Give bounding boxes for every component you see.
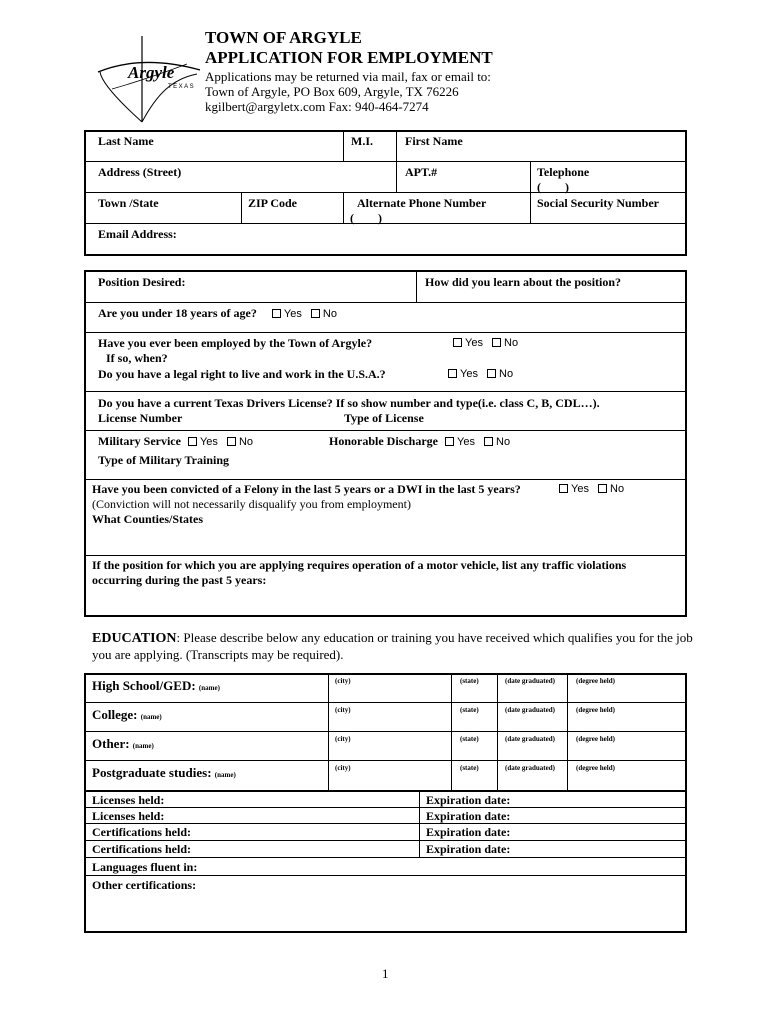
- other-education-field[interactable]: [92, 736, 154, 752]
- if-so-when-field[interactable]: If so, when?: [106, 351, 168, 365]
- date-graduated-col-label: (date graduated): [505, 764, 555, 772]
- legal-right-yes-checkbox[interactable]: [448, 369, 457, 378]
- first-name-field[interactable]: First Name: [405, 134, 463, 148]
- yes-label: Yes: [571, 483, 589, 495]
- city-col-label: (city): [335, 677, 351, 685]
- address-field[interactable]: Address (Street): [98, 165, 182, 179]
- postgraduate-field[interactable]: [92, 765, 236, 781]
- state-col-label: (state): [460, 735, 479, 743]
- certifications-held-field-1[interactable]: Certifications held:: [92, 825, 191, 839]
- no-label: No: [610, 483, 625, 495]
- yes-label: Yes: [283, 308, 302, 320]
- military-no-checkbox[interactable]: [227, 437, 236, 446]
- legal-right-options: [448, 368, 519, 380]
- yes-label: Yes: [465, 337, 483, 349]
- yes-label: Yes: [457, 436, 475, 448]
- degree-held-col-label: (degree held): [576, 735, 615, 743]
- degree-held-col-label: (degree held): [576, 764, 615, 772]
- felony-options: [559, 483, 630, 495]
- no-label: No: [238, 436, 254, 448]
- education-intro-text: : Please describe below any education or training you have received which qualifies you for the job: [176, 630, 693, 645]
- legal-right-label: Do you have a legal right to live and work in the U.S.A.?: [98, 367, 386, 381]
- traffic-violations-label: If the position for which you are applying requires operation of a motor vehicle, list any traffic violations: [92, 558, 627, 572]
- certifications-held-field-2[interactable]: Certifications held:: [92, 842, 191, 856]
- row-sublabel: (name): [214, 771, 236, 779]
- honorable-discharge-question: [329, 434, 516, 449]
- logo-text: Argyle: [128, 63, 175, 82]
- under-18-label: Are you under 18 years of age?: [98, 306, 257, 320]
- return-info-line1: Applications may be returned via mail, fax or email to:: [205, 69, 491, 84]
- date-graduated-col-label: (date graduated): [505, 706, 555, 714]
- honorable-yes-checkbox[interactable]: [445, 437, 454, 446]
- yes-label: Yes: [460, 368, 478, 380]
- alternate-phone-area-code: ( ): [350, 211, 382, 225]
- state-col-label: (state): [460, 706, 479, 714]
- row-label: Other:: [92, 736, 130, 751]
- row-label: High School/GED:: [92, 678, 196, 693]
- no-label: No: [322, 308, 337, 320]
- state-col-label: (state): [460, 764, 479, 772]
- employed-before-label: Have you ever been employed by the Town of Argyle?: [98, 336, 373, 350]
- legal-right-no-checkbox[interactable]: [487, 369, 496, 378]
- honorable-no-checkbox[interactable]: [484, 437, 493, 446]
- position-desired-field[interactable]: Position Desired:: [98, 275, 186, 289]
- return-info-line3: kgilbert@argyletx.com Fax: 940-464-7274: [205, 99, 429, 114]
- license-number-field[interactable]: License Number: [98, 411, 183, 425]
- page-title-line2: APPLICATION FOR EMPLOYMENT: [205, 48, 493, 67]
- traffic-violations-field[interactable]: occurring during the past 5 years:: [92, 573, 267, 587]
- yes-label: Yes: [199, 436, 218, 448]
- under-18-question: [98, 306, 343, 321]
- how-learned-field[interactable]: How did you learn about the position?: [425, 275, 622, 289]
- license-type-field[interactable]: Type of License: [344, 411, 424, 425]
- row-label: Postgraduate studies:: [92, 765, 212, 780]
- education-intro: [92, 630, 693, 647]
- state-col-label: (state): [460, 677, 479, 685]
- date-graduated-col-label: (date graduated): [505, 677, 555, 685]
- education-intro-line2: you are applying. (Transcripts may be required).: [92, 647, 344, 662]
- licenses-held-field-2[interactable]: Licenses held:: [92, 809, 165, 823]
- military-service-label: Military Service: [98, 434, 181, 448]
- no-label: No: [496, 436, 511, 448]
- employed-before-no-checkbox[interactable]: [492, 338, 501, 347]
- military-service-question: [98, 434, 259, 449]
- no-label: No: [504, 337, 519, 349]
- city-col-label: (city): [335, 735, 351, 743]
- no-label: No: [499, 368, 514, 380]
- city-col-label: (city): [335, 706, 351, 714]
- email-field[interactable]: Email Address:: [98, 227, 177, 241]
- alternate-phone-field[interactable]: Alternate Phone Number: [357, 196, 487, 210]
- felony-yes-checkbox[interactable]: [559, 484, 568, 493]
- expiration-date-field-1[interactable]: Expiration date:: [426, 793, 511, 807]
- telephone-area-code: ( ): [537, 180, 569, 194]
- degree-held-col-label: (degree held): [576, 706, 615, 714]
- row-sublabel: (name): [140, 713, 162, 721]
- expiration-date-field-2[interactable]: Expiration date:: [426, 809, 511, 823]
- employed-before-yes-checkbox[interactable]: [453, 338, 462, 347]
- college-field[interactable]: [92, 707, 162, 723]
- other-certifications-field[interactable]: Other certifications:: [92, 878, 197, 892]
- date-graduated-col-label: (date graduated): [505, 735, 555, 743]
- licenses-held-field-1[interactable]: Licenses held:: [92, 793, 165, 807]
- high-school-field[interactable]: [92, 678, 220, 694]
- last-name-field[interactable]: Last Name: [98, 134, 154, 148]
- return-info-line2: Town of Argyle, PO Box 609, Argyle, TX 76226: [205, 84, 459, 99]
- row-sublabel: (name): [132, 742, 154, 750]
- felony-no-checkbox[interactable]: [598, 484, 607, 493]
- town-state-field[interactable]: Town /State: [98, 196, 159, 210]
- telephone-field[interactable]: Telephone: [537, 165, 590, 179]
- honorable-discharge-label: Honorable Discharge: [329, 434, 438, 448]
- languages-field[interactable]: Languages fluent in:: [92, 860, 198, 874]
- middle-initial-field[interactable]: M.I.: [351, 134, 373, 148]
- military-training-field[interactable]: Type of Military Training: [98, 453, 229, 467]
- counties-states-field[interactable]: What Counties/States: [92, 512, 204, 526]
- under-18-yes-checkbox[interactable]: [272, 309, 281, 318]
- row-label: College:: [92, 707, 138, 722]
- ssn-field[interactable]: Social Security Number: [537, 196, 659, 210]
- degree-held-col-label: (degree held): [576, 677, 615, 685]
- zip-code-field[interactable]: ZIP Code: [248, 196, 298, 210]
- page-title-line1: TOWN OF ARGYLE: [205, 28, 362, 47]
- row-sublabel: (name): [198, 684, 220, 692]
- argyle-logo: [92, 34, 202, 124]
- military-yes-checkbox[interactable]: [188, 437, 197, 446]
- expiration-date-field-4[interactable]: Expiration date:: [426, 842, 511, 856]
- logo-subtext: TEXAS: [168, 84, 196, 90]
- conviction-note: (Conviction will not necessarily disqualify you from employment): [92, 497, 411, 511]
- expiration-date-field-3[interactable]: Expiration date:: [426, 825, 511, 839]
- education-heading: EDUCATION: [92, 631, 177, 646]
- under-18-no-checkbox[interactable]: [311, 309, 320, 318]
- page-number: 1: [382, 966, 389, 981]
- employed-before-options: [453, 337, 524, 349]
- license-question: Do you have a current Texas Drivers License? If so show number and type(i.e. class C, B, CDL…).: [98, 396, 600, 410]
- apt-field[interactable]: APT.#: [405, 165, 438, 179]
- felony-label: Have you been convicted of a Felony in the last 5 years or a DWI in the last 5 years?: [92, 482, 521, 496]
- city-col-label: (city): [335, 764, 351, 772]
